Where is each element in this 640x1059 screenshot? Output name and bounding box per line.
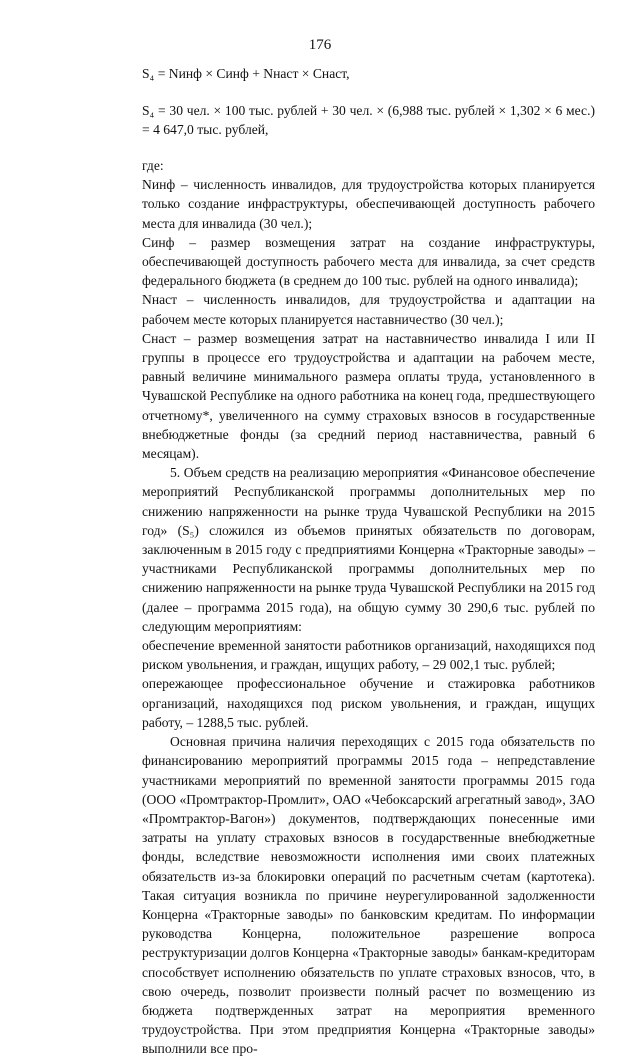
definition-n-nast: Nнаст – численность инвалидов, для трудоустройства и адаптации на рабочем месте которых планируется наставничество (30 чел.); [142, 292, 595, 327]
paragraph-reason: Основная причина наличия переходящих с 2015 года обязательств по финансированию мероприятий программы 2015 года – непредставление участниками мероприятий по временной занятости программы 2015 года (ООО «Промтрактор-Промлит», ОАО «Чебоксарский агрегатный завод», ЗАО «Промтрактор-Вагон») документов, подтверждающих понесенные ими затраты на уплату страховых взносов в государственные внебюджетные фонды, вследствие невозможности исполнения ими своих платежных обязательств из-за блокировки операций по расчетным счетам (картотека). Такая ситуация возникла по причине неурегулированной задолженности Концерна «Тракторные заводы» по банковским кредитам. По информации руководства Концерна, положительное разрешение вопроса реструктуризации долгов Концерна «Тракторные заводы» банкам-кредиторам способствует исполнению обязательств по уплате страховых взносов, что, в свою очередь, позволит произвести полный расчет по возмещению из бюджета подтвержденных затрат на мероприятия временного трудоустройства. При этом предприятия Концерна «Тракторные заводы» выполнили все про- [142, 734, 595, 1057]
measure-training: опережающее профессиональное обучение и стажировка работников организаций, находящихся под риском увольнения, и граждан, ищущих работу, – 1288,5 тыс. рублей. [142, 676, 595, 730]
paragraph-5: 5. Объем средств на реализацию мероприятия «Финансовое обеспечение мероприятий Республиканской программы дополнительных мер по снижению напряженности на рынке труда Чувашской Республики на 2015 год» (S₅) сложился из объемов принятых обязательств по договорам, заключенным в 2015 году с предприятиями Концерна «Тракторные заводы» – участниками Республиканской программы дополнительных мер по снижению напряженности на рынке труда Чувашской Республики на 2015 год (далее – программа 2015 года), на общую сумму 30 290,6 тыс. рублей по следующим мероприятиям: [142, 465, 595, 634]
definition-c-inf: Cинф – размер возмещения затрат на создание инфраструктуры, обеспечивающей доступность рабочего места для инвалида, за счет средств федерального бюджета (в среднем до 100 тыс. рублей на одного инвалида); [142, 234, 595, 289]
formula-calculation: S₄ = 30 чел. × 100 тыс. рублей + 30 чел. × (6,988 тыс. рублей × 1,302 × 6 мес.) = 4 647,0 тыс. рублей, [142, 103, 595, 138]
where-label: где: [142, 158, 164, 173]
definition-n-inf: Nинф – численность инвалидов, для трудоустройства которых планируется только создание инфраструктуры, обеспечивающей доступность рабочего места для инвалида (30 чел.); [142, 177, 595, 231]
definition-c-nast: Cнаст – размер возмещения затрат на наставничество инвалида I или II группы в процессе его трудоустройства и адаптации на рабочем месте, равный величине минимального размера оплаты труда, установленного в Чувашской Республике на одного работника на конец года, предшествующего отчетному*, увеличенного на сумму страховых взносов в государственные внебюджетные фонды (за средний период наставничества, равный 6 месяцам). [142, 330, 595, 462]
page-body [142, 152, 595, 1059]
measure-temporary-employment: обеспечение временной занятости работников организаций, находящихся под риском увольнения, и граждан, ищущих работу, – 29 002,1 тыс. рублей; [142, 638, 595, 673]
formula-general: S₄ = Nинф × Cинф + Nнаст × Cнаст, [142, 66, 350, 81]
page-number: 176 [308, 37, 332, 53]
